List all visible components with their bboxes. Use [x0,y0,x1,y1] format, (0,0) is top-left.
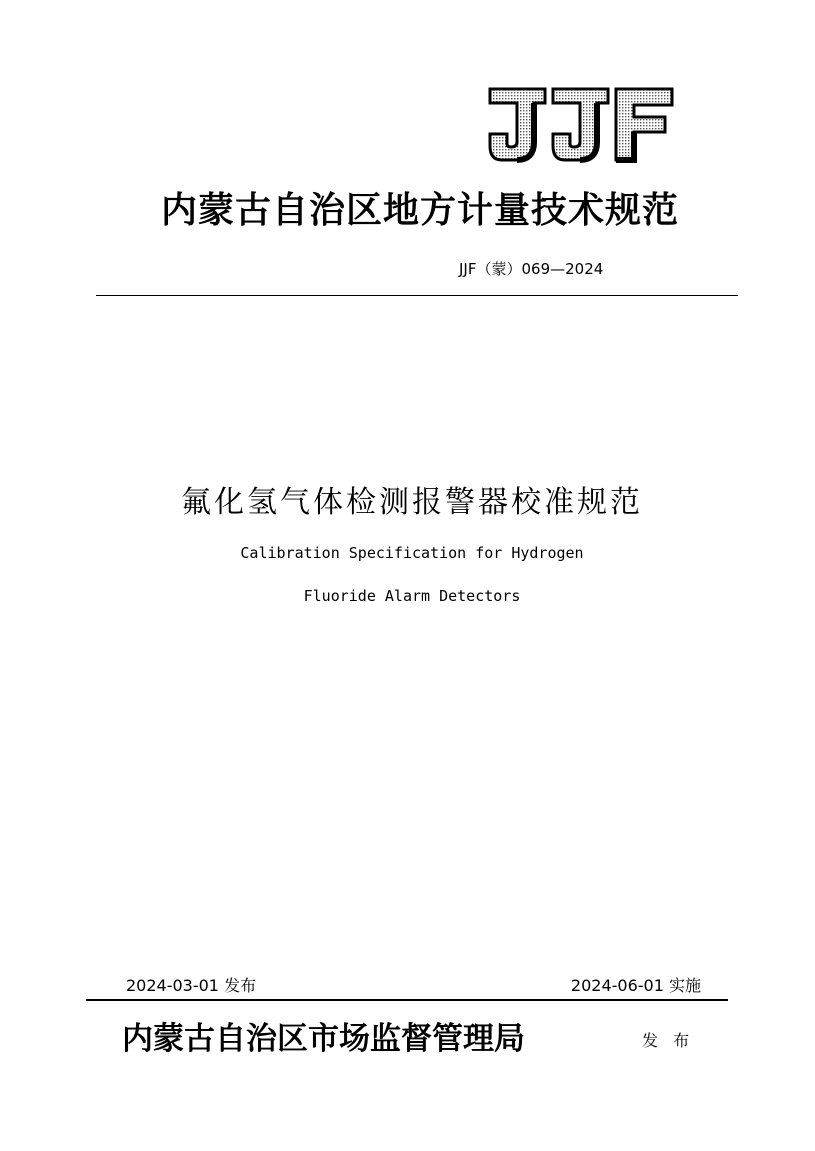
issuing-authority-suffix: 发 布 [642,1031,695,1050]
standard-category-title: 内蒙古自治区地方计量技术规范 [160,189,679,231]
document-number: JJF（蒙）069—2024 [459,260,604,278]
logo-letter-j-2 [553,89,608,160]
footer-divider [86,999,728,1001]
jjf-logo [487,86,675,164]
issue-date: 2024-03-01 发布 [126,976,257,995]
document-title-english-line-2: Fluoride Alarm Detectors [303,587,521,605]
document-title-english-line-1: Calibration Specification for Hydrogen [240,544,584,562]
document-title-chinese: 氟化氢气体检测报警器校准规范 [181,485,643,520]
logo-letter-f [616,89,672,160]
logo-letter-j-1 [490,89,545,160]
issuing-authority: 内蒙古自治区市场监督管理局 [122,1021,525,1057]
header-divider [96,295,738,296]
implementation-date: 2024-06-01 实施 [570,976,701,995]
